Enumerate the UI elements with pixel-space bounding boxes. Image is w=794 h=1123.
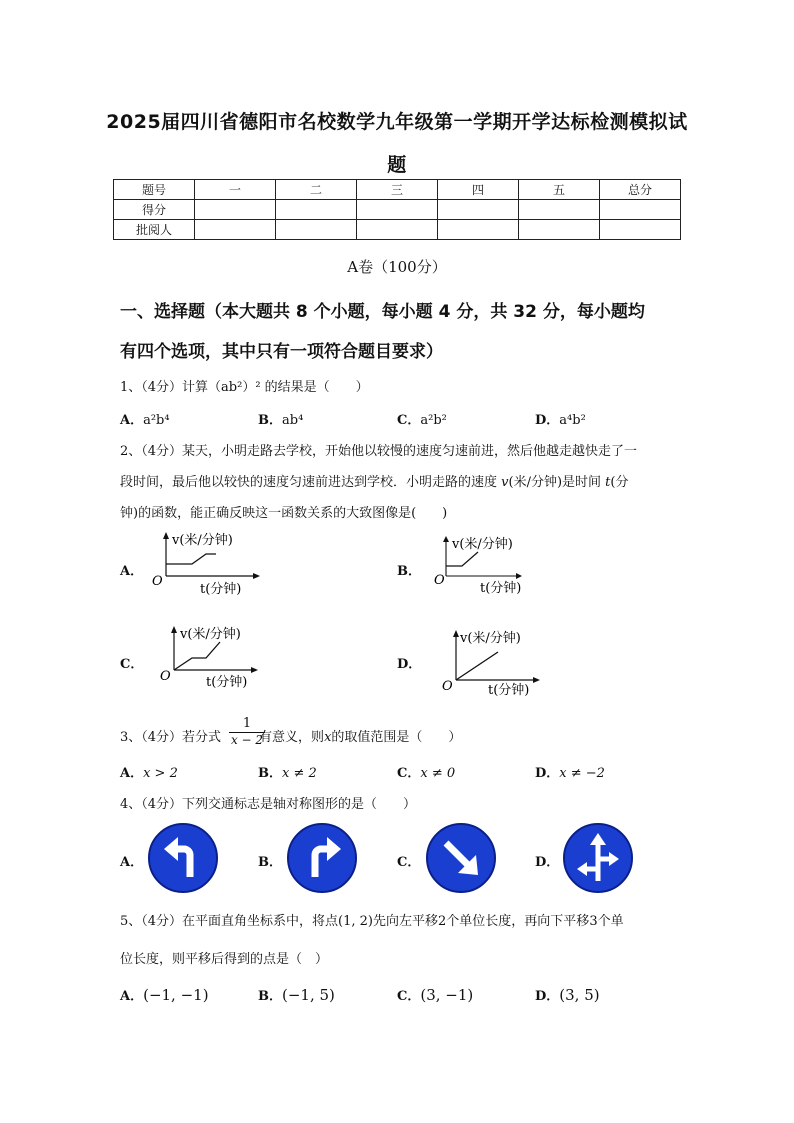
document-title-line2: 题 — [387, 154, 407, 176]
number: 3 — [589, 914, 598, 929]
table-cell[interactable] — [276, 200, 357, 220]
q5-option-d[interactable] — [535, 985, 600, 1004]
option-text: x ≠ −2 — [559, 766, 605, 781]
down-right-arrow-sign-icon — [426, 823, 496, 893]
option-label: D． — [535, 989, 560, 1004]
option-text: (−1, 5) — [282, 986, 335, 1004]
q2-graph-c — [158, 624, 268, 690]
q3-stem — [120, 726, 461, 745]
x-axis-label: t(分钟) — [480, 581, 522, 596]
score-table-row — [114, 200, 681, 220]
option-label: C． — [397, 766, 421, 781]
q2-graph-d — [440, 628, 550, 698]
option-text: x ≠ 2 — [282, 766, 317, 781]
option-text: ab⁴ — [282, 413, 304, 428]
table-cell[interactable] — [195, 220, 276, 240]
text-run: 的取值范围是（ ） — [331, 730, 462, 745]
q2-stem-line3: 钟)的函数，能正确反映这一函数关系的大致图像是( ) — [120, 506, 448, 521]
q5-option-b[interactable] — [258, 985, 335, 1004]
q4-option-c[interactable]: C． — [397, 855, 421, 870]
text-run: 3、（4分）若分式 — [120, 730, 222, 745]
text-run: 段时间，最后他以较快的速度匀速前进达到学校．小明走路的速度 — [120, 475, 502, 490]
q1-option-a[interactable] — [120, 409, 170, 428]
score-table — [113, 179, 681, 240]
score-table-row — [114, 220, 681, 240]
table-cell: 批阅人 — [114, 220, 195, 240]
q3-option-b[interactable] — [258, 762, 317, 781]
section1-heading-line2: 有四个选项，其中只有一项符合题目要求） — [120, 342, 443, 362]
fraction-numerator: 1 — [242, 716, 252, 731]
table-cell: 一 — [195, 180, 276, 200]
option-text: a⁴b² — [559, 413, 586, 428]
x-axis-label: t(分钟) — [200, 582, 242, 596]
q1-option-b[interactable] — [258, 409, 303, 428]
table-cell: 五 — [519, 180, 600, 200]
option-label: C． — [397, 989, 421, 1004]
origin-label: O — [442, 679, 453, 694]
option-label: C． — [397, 413, 421, 428]
option-label: D． — [535, 766, 560, 781]
text-run: 先向左平移 — [373, 914, 439, 929]
q4-option-b[interactable]: B． — [258, 855, 282, 870]
q2-option-a[interactable]: A． — [120, 564, 144, 579]
document-title-line1: 2025届四川省德阳市名校数学九年级第一学期开学达标检测模拟试 — [106, 111, 688, 133]
option-text: x ≠ 0 — [420, 766, 456, 781]
q2-graph-a — [150, 530, 270, 596]
y-axis-label: v(米/分钟) — [180, 627, 241, 642]
table-cell: 得分 — [114, 200, 195, 220]
table-cell[interactable] — [519, 220, 600, 240]
text-run: 个单 — [597, 914, 624, 929]
y-axis-label: v(米/分钟) — [172, 533, 233, 548]
table-cell: 三 — [357, 180, 438, 200]
table-cell[interactable] — [357, 200, 438, 220]
q3-option-d[interactable] — [535, 762, 605, 781]
table-cell[interactable] — [438, 200, 519, 220]
q2-option-d[interactable]: D． — [397, 657, 422, 672]
variable-x: x — [324, 730, 332, 745]
variable-v: v — [501, 475, 509, 490]
option-label: D． — [535, 413, 560, 428]
table-cell[interactable] — [600, 200, 681, 220]
q3-option-c[interactable] — [397, 762, 455, 781]
option-label: A． — [120, 989, 144, 1004]
q2-graph-b — [432, 534, 532, 596]
point-coordinate: (1, 2) — [338, 914, 373, 929]
variable-t: t — [605, 475, 611, 490]
q2-option-c[interactable]: C． — [120, 657, 144, 672]
option-label: B． — [258, 766, 282, 781]
text-run: (分 — [610, 475, 629, 490]
table-cell: 总分 — [600, 180, 681, 200]
section-a-heading: A卷（100分） — [347, 258, 447, 276]
score-table-header-row — [114, 180, 681, 200]
origin-label: O — [434, 573, 445, 588]
left-up-right-arrow-sign-icon — [563, 823, 633, 893]
number: 2 — [438, 914, 447, 929]
table-cell[interactable] — [438, 220, 519, 240]
text-run: 个单位长度，再向下平移 — [446, 914, 590, 929]
q5-option-a[interactable] — [120, 985, 209, 1004]
q2-option-b[interactable]: B． — [397, 564, 421, 579]
option-text: (−1, −1) — [143, 986, 209, 1004]
x-axis-label: t(分钟) — [488, 683, 530, 698]
q5-stem-line2: 位长度，则平移后得到的点是（ ） — [120, 952, 329, 967]
text-run: 有意义，则 — [259, 730, 325, 745]
table-cell[interactable] — [195, 200, 276, 220]
text-run: 5、（4分）在平面直角坐标系中，将点 — [120, 914, 339, 929]
table-cell[interactable] — [276, 220, 357, 240]
q1-option-c[interactable] — [397, 409, 447, 428]
turn-left-sign-icon — [148, 823, 218, 893]
option-label: A． — [120, 766, 144, 781]
q1-stem: 1、（4分）计算（ab²）² 的结果是（ ） — [120, 380, 369, 395]
q3-option-a[interactable] — [120, 762, 178, 781]
table-cell[interactable] — [519, 200, 600, 220]
option-text: a²b⁴ — [143, 413, 170, 428]
x-axis-label: t(分钟) — [206, 675, 248, 690]
table-cell[interactable] — [600, 220, 681, 240]
origin-label: O — [160, 669, 171, 684]
option-text: x > 2 — [143, 766, 178, 781]
q3-fraction — [228, 716, 266, 748]
turn-right-sign-icon — [287, 823, 357, 893]
q4-option-d[interactable]: D． — [535, 855, 560, 870]
fraction-denominator: x − 2 — [230, 733, 264, 747]
q5-stem-line1 — [120, 910, 624, 929]
table-cell: 二 — [276, 180, 357, 200]
option-label: A． — [120, 413, 144, 428]
option-text: (3, 5) — [559, 986, 600, 1004]
q2-stem-line1: 2、（4分）某天，小明走路去学校，开始他以较慢的速度匀速前进，然后他越走越快走了一 — [120, 444, 638, 459]
option-text: a²b² — [420, 413, 447, 428]
q1-option-d[interactable] — [535, 409, 586, 428]
q2-stem-line2 — [120, 471, 628, 490]
table-cell: 题号 — [114, 180, 195, 200]
option-text: (3, −1) — [420, 986, 474, 1004]
text-run: (米/分钟)是时间 — [508, 475, 606, 490]
q4-option-a[interactable]: A． — [120, 855, 144, 870]
option-label: B． — [258, 413, 282, 428]
table-cell: 四 — [438, 180, 519, 200]
table-cell[interactable] — [357, 220, 438, 240]
option-label: B． — [258, 989, 282, 1004]
q4-stem: 4、（4分）下列交通标志是轴对称图形的是（ ） — [120, 797, 417, 812]
y-axis-label: v(米/分钟) — [452, 537, 513, 552]
origin-label: O — [152, 574, 163, 589]
y-axis-label: v(米/分钟) — [460, 631, 521, 646]
section1-heading-line1: 一、选择题（本大题共 8 个小题，每小题 4 分，共 32 分，每小题均 — [120, 302, 645, 322]
q5-option-c[interactable] — [397, 985, 473, 1004]
